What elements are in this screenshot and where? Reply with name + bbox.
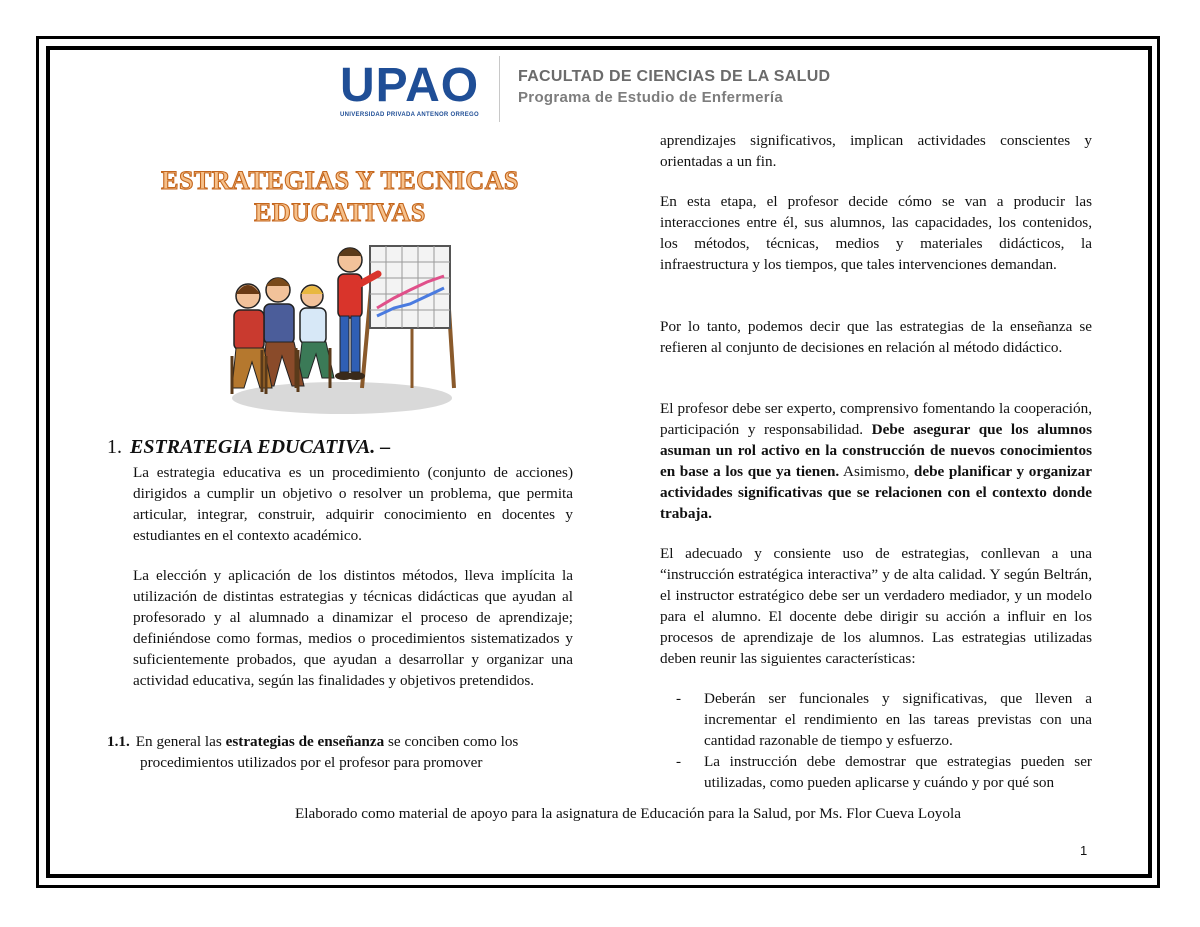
section-title: ESTRATEGIA EDUCATIVA. – <box>130 436 391 458</box>
paragraph-right-2: En esta etapa, el profesor decide cómo se van a producir las interacciones entre él, sus alumnos, las capacidades, los contenidos, los métodos, técnicas, medios y materiales didácticos, la infraestructura y los tiempos, que tales intervenciones demandan. <box>660 193 1092 273</box>
p4-text-c: Asimismo, <box>839 463 914 480</box>
list-item <box>676 688 1092 751</box>
p4-text-bold-1: Debe asegurar que los alumnos asuman un rol activo en la construcción de nuevos conocimientos en base a los que ya tienen. <box>660 421 1092 480</box>
document-title <box>130 165 550 229</box>
page-number: 1 <box>1080 843 1088 858</box>
title-line-1: ESTRATEGIAS Y TECNICAS <box>161 166 519 195</box>
paragraph-strategy-definition: La estrategia educativa es un procedimiento (conjunto de acciones) dirigidos a cumplir un objetivo o resolver un problema, que permita articular, integrar, construir, adquirir conocimiento en docentes y estudiantes en el contexto académico. <box>133 464 573 544</box>
logo-text: UPAO <box>340 59 480 112</box>
subsection-text-post: se conciben como los <box>384 733 519 750</box>
paragraph-methods: La elección y aplicación de los distintos métodos, lleva implícita la utilización de distintas estrategias y técnicas didácticas que ayudan al profesorado y al alumnado a dinamizar el proceso de aprendizaje; definiéndose como formas, medios o procedimientos sistematizados y suficientemente probados, que ayudan a desarrollar y organizar una actividad educativa, según las finalidades y objetivos pretendidos. <box>133 567 573 689</box>
program-name: Programa de Estudio de Enfermería <box>518 89 783 106</box>
list-item-text: La instrucción debe demostrar que estrategias pueden ser utilizadas, como pueden aplicarse y cuándo y por qué son <box>704 753 1092 791</box>
paragraph-right-5: El adecuado y consiente uso de estrategias, conllevan a una “instrucción estratégica interactiva” y de alta calidad. Y según Beltrán, el instructor estratégico debe ser un verdadero mediador, y un modelo para el alumno. El docente debe dirigir su acción a influir en los procesos de aprendizaje de los alumnos. Las estrategias utilizadas deben reunir las siguientes características: <box>660 545 1092 667</box>
header-divider <box>499 56 500 122</box>
faculty-name: FACULTAD DE CIENCIAS DE LA SALUD <box>518 68 831 85</box>
subsection-1-1 <box>107 731 573 773</box>
subsection-text-pre: En general las <box>135 733 226 750</box>
paragraph-right-1: aprendizajes significativos, implican actividades conscientes y orientadas a un fin. <box>660 132 1092 170</box>
classroom-illustration <box>222 238 458 416</box>
subsection-continuation: procedimientos utilizados por el profesor para promover <box>140 754 483 771</box>
list-item <box>676 751 1092 793</box>
p4-text-a: El profesor debe ser experto, comprensivo fomentando la cooperación, participación y responsabilidad. <box>660 400 1092 438</box>
subsection-label: 1.1. <box>107 733 130 750</box>
characteristics-list <box>676 688 1092 793</box>
list-item-text: Deberán ser funcionales y significativas, que lleven a incrementar el rendimiento en las tareas previstas con una cantidad razonable de tiempo y esfuerzo. <box>704 690 1092 749</box>
paragraph-right-4 <box>660 398 1092 524</box>
bullet-dash: - <box>676 753 682 770</box>
logo-subtext: UNIVERSIDAD PRIVADA ANTENOR ORREGO <box>340 112 479 118</box>
upao-logo <box>340 59 480 122</box>
section-number: 1. <box>107 436 122 458</box>
subsection-text-bold: estrategias de enseñanza <box>225 733 385 750</box>
bullet-dash: - <box>676 690 682 707</box>
section-heading <box>107 436 390 459</box>
title-line-2: EDUCATIVAS <box>254 198 426 227</box>
paragraph-right-3: Por lo tanto, podemos decir que las estrategias de la enseñanza se refieren al conjunto de decisiones en relación al método didáctico. <box>660 318 1092 356</box>
page-footer: Elaborado como material de apoyo para la asignatura de Educación para la Salud, por Ms. Flor Cueva Loyola <box>295 805 961 822</box>
p4-text-bold-2: debe planificar y organizar actividades significativas que se relacionen con el contexto donde trabaja. <box>660 463 1092 522</box>
